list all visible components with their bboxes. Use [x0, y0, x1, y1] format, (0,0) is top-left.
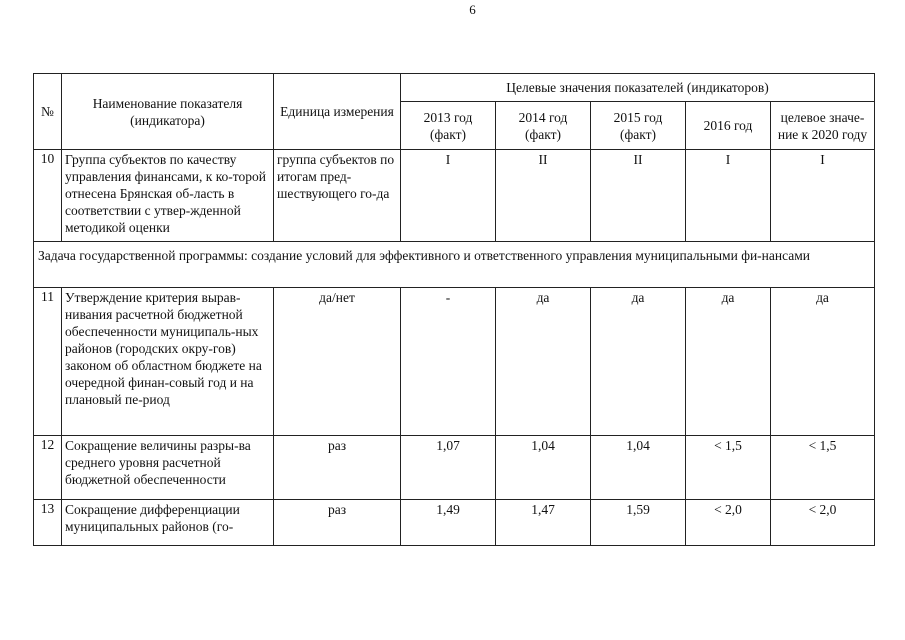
row-name: Сокращение дифференциации муниципальных районов (го-: [62, 500, 274, 546]
header-2013: 2013 год (факт): [401, 102, 496, 150]
row-name: Группа субъектов по качеству управления финансами, к ко-торой отнесена Брянская об-ласть в соответствии с утвер-жденной методикой оценки: [62, 150, 274, 242]
page-number: 6: [469, 2, 476, 17]
row-value-2014: 1,04: [496, 436, 591, 500]
task-text: Задача государственной программы: создание условий для эффективного и ответственного управления муниципальными фи-нансами: [34, 242, 875, 288]
table-row: [34, 436, 875, 500]
row-value-2014: II: [496, 150, 591, 242]
header-target-group: Целевые значения показателей (индикаторов): [401, 74, 875, 102]
row-unit: группа субъектов по итогам пред-шествующего го-да: [274, 150, 401, 242]
header-2016: 2016 год: [686, 102, 771, 150]
row-num: 12: [34, 436, 62, 500]
indicators-table: [33, 73, 875, 546]
header-unit: Единица измерения: [274, 74, 401, 150]
row-value-2020: да: [771, 288, 875, 436]
row-value-2015: да: [591, 288, 686, 436]
row-value-2014: да: [496, 288, 591, 436]
table-row: [34, 500, 875, 546]
header-2014: 2014 год (факт): [496, 102, 591, 150]
row-num: 10: [34, 150, 62, 242]
row-value-2016: < 1,5: [686, 436, 771, 500]
row-value-2014: 1,47: [496, 500, 591, 546]
row-unit: раз: [274, 500, 401, 546]
row-value-2020: < 2,0: [771, 500, 875, 546]
row-value-2013: I: [401, 150, 496, 242]
table-row: [34, 288, 875, 436]
header-num: №: [34, 74, 62, 150]
row-value-2013: -: [401, 288, 496, 436]
row-num: 13: [34, 500, 62, 546]
row-value-2015: 1,04: [591, 436, 686, 500]
row-value-2013: 1,49: [401, 500, 496, 546]
row-name: Сокращение величины разры-ва среднего уровня расчетной бюджетной обеспеченности: [62, 436, 274, 500]
header-row-top: [34, 74, 875, 102]
row-value-2015: 1,59: [591, 500, 686, 546]
table-row: [34, 150, 875, 242]
header-2020: целевое значе-ние к 2020 году: [771, 102, 875, 150]
row-value-2013: 1,07: [401, 436, 496, 500]
task-row: [34, 242, 875, 288]
row-value-2016: < 2,0: [686, 500, 771, 546]
row-value-2016: да: [686, 288, 771, 436]
row-num: 11: [34, 288, 62, 436]
header-2015: 2015 год (факт): [591, 102, 686, 150]
row-unit: раз: [274, 436, 401, 500]
header-name: Наименование показателя (индикатора): [62, 74, 274, 150]
row-value-2020: < 1,5: [771, 436, 875, 500]
row-name: Утверждение критерия вырав-нивания расчетной бюджетной обеспеченности муниципаль-ных районов (городских окру-гов) законом об областном бюджете на очередной финан-совый год и на плановый пе-риод: [62, 288, 274, 436]
row-value-2015: II: [591, 150, 686, 242]
row-value-2016: I: [686, 150, 771, 242]
row-unit: да/нет: [274, 288, 401, 436]
row-value-2020: I: [771, 150, 875, 242]
